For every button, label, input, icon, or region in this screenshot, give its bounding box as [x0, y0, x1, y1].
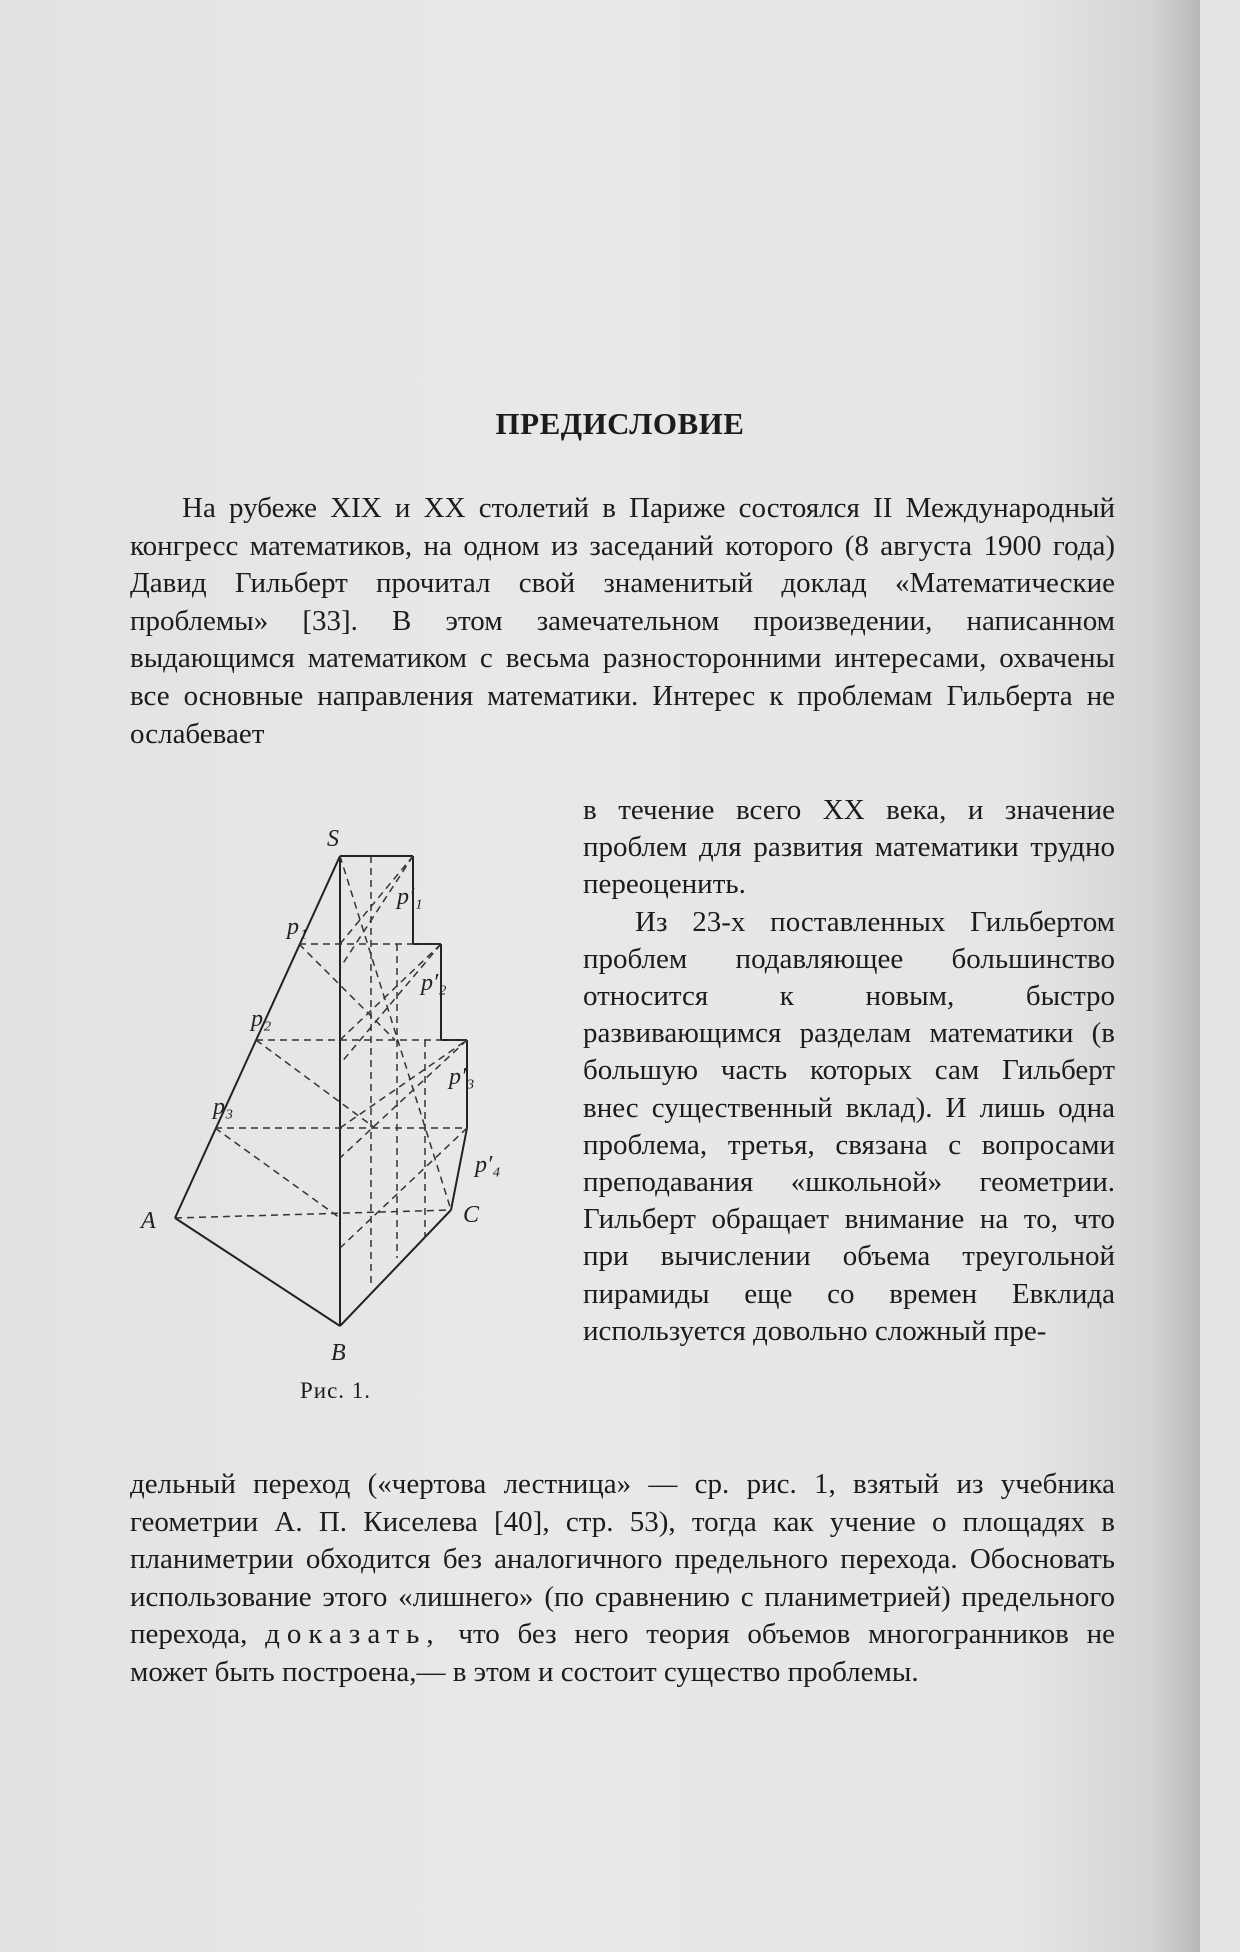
label-p4-prime: p′₄	[475, 1152, 501, 1178]
side-text-2: Из 23-х поставленных Гильбертом проблем подавляющее большинство относится к новым, быстро развивающимся разделам математики (в большую часть которых сам Гильберт внес существенный вклад). И лишь одна проблема, третья, связана с вопросами преподавания «школьной» геометрии. Гильберт обращает внимание на то, что при вычислении объема треугольной пирамиды еще со времен Евклида используется довольно сложный пре-	[583, 905, 1115, 1347]
label-A: A	[141, 1208, 156, 1234]
bottom-text-a: дельный переход («чертова лестница» — ср. рис. 1, взятый из учебника геометрии А. П. Киселева [40], стр. 53), тогда как учение о площадях в планиметрии обходится без аналогичного предельного перехода. Обосновать использование этого «лишнего» (по сравнению с планиметрией) предельного перехода,	[130, 1468, 1115, 1651]
page-title: ПРЕДИСЛОВИЕ	[495, 406, 745, 441]
paragraph-intro: На рубеже XIX и XX столетий в Париже состоялся II Международный конгресс математиков, на одном из заседаний которого (8 августа 1900 года) Давид Гильберт прочитал свой знаменитый доклад «Математические проблемы» [33]. В этом замечательном произведении, написанном выдающимся математиком с весьма разносторонними интересами, охвачены все основные направления математики. Интерес к проблемам Гильберта не ослабевает	[130, 492, 1115, 750]
side-text	[583, 792, 1115, 1350]
label-p3-prime: p′₃	[449, 1064, 475, 1090]
side-text-1: в течение всего XX века, и значение проблем для развития математики трудно переоценить.	[583, 794, 1115, 901]
edge-BC	[340, 1210, 451, 1326]
label-B: B	[331, 1340, 346, 1366]
label-p3: p₃	[213, 1094, 234, 1120]
edge-SA	[175, 856, 340, 1218]
label-p1-prime: p′₁	[397, 884, 423, 910]
label-p1: p₁	[287, 914, 308, 940]
emphasis-prove: доказать,	[265, 1618, 441, 1651]
label-p2-prime: p′₂	[421, 970, 447, 996]
bottom-text-b: что без него теория объемов многогранников не может быть построена,— в этом и состоит существо проблемы.	[130, 1618, 1115, 1688]
label-p2: p₂	[251, 1006, 272, 1032]
figure-caption: Рис. 1.	[300, 1378, 372, 1403]
bottom-text	[130, 1466, 1115, 1692]
edge-AB	[175, 1218, 340, 1326]
pyramid-figure	[135, 818, 565, 1366]
label-C: C	[463, 1202, 480, 1228]
label-S: S	[327, 826, 339, 852]
